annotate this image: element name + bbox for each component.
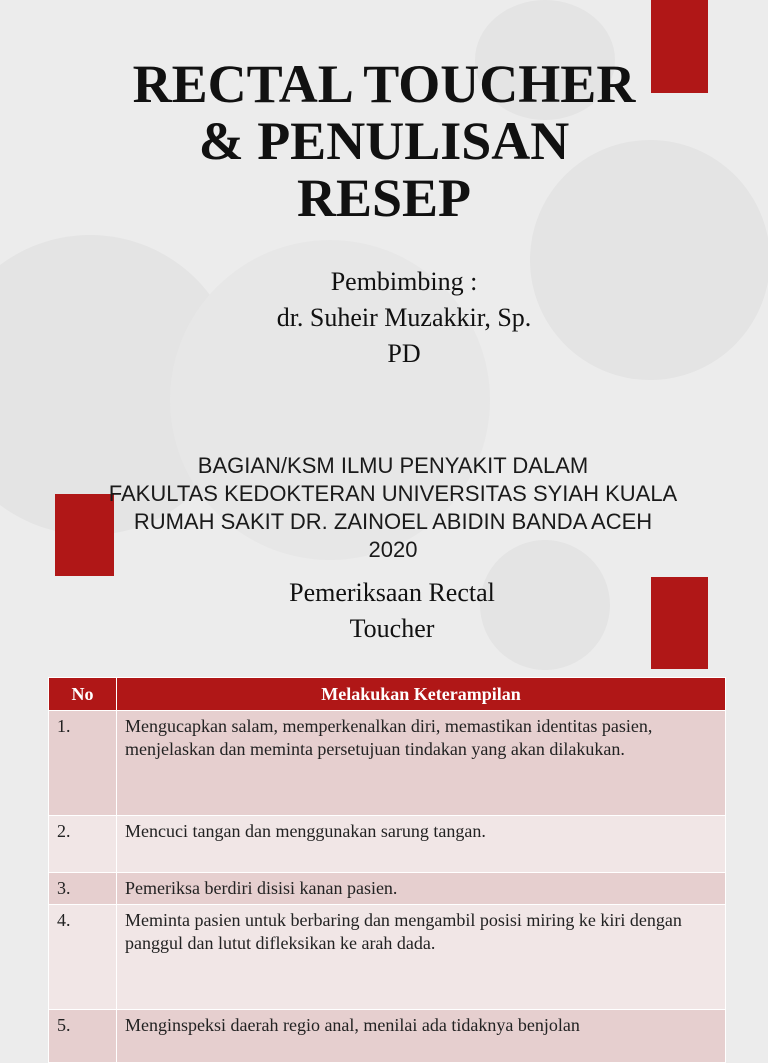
institution-block [0, 452, 768, 564]
table-row [49, 711, 726, 816]
section-title [0, 575, 768, 647]
supervisor-label: Pembimbing : [330, 267, 478, 296]
row-number: 4. [49, 905, 117, 1010]
row-number: 1. [49, 711, 117, 816]
table-row [49, 1010, 726, 1063]
table-header-row [49, 678, 726, 711]
faculty-line: FAKULTAS KEDOKTERAN UNIVERSITAS SYIAH KUALA [108, 481, 678, 506]
section-title-line: Pemeriksaan Rectal [289, 578, 495, 607]
column-header-skill: Melakukan Keterampilan [117, 678, 726, 711]
table-row [49, 816, 726, 873]
slide-title [0, 56, 768, 227]
row-number: 2. [49, 816, 117, 873]
row-text: Pemeriksa berdiri disisi kanan pasien. [117, 873, 726, 905]
skills-table [48, 677, 726, 1063]
table-row [49, 873, 726, 905]
section-title-line: Toucher [349, 614, 435, 643]
row-text: Meminta pasien untuk berbaring dan mengambil posisi miring ke kiri dengan panggul dan lutut difleksikan ke arah dada. [117, 905, 726, 1010]
row-text: Menginspeksi daerah regio anal, menilai ada tidaknya benjolan [117, 1010, 726, 1063]
slide-title-line: RECTAL TOUCHER [132, 54, 636, 114]
slide-title-line: RESEP [296, 168, 472, 228]
supervisor-name-suffix: PD [387, 339, 421, 368]
hospital-line: RUMAH SAKIT DR. ZAINOEL ABIDIN BANDA ACEH [133, 509, 653, 534]
row-text: Mengucapkan salam, memperkenalkan diri, memastikan identitas pasien, menjelaskan dan meminta persetujuan tindakan yang akan dilakukan. [117, 711, 726, 816]
year-line: 2020 [368, 537, 418, 562]
table-row [49, 905, 726, 1010]
supervisor-name: dr. Suheir Muzakkir, Sp. [276, 303, 532, 332]
row-number: 3. [49, 873, 117, 905]
column-header-no: No [49, 678, 117, 711]
slide-title-line: & PENULISAN [198, 111, 570, 171]
row-text: Mencuci tangan dan menggunakan sarung tangan. [117, 816, 726, 873]
row-number: 5. [49, 1010, 117, 1063]
supervisor-block [0, 264, 768, 372]
department-line: BAGIAN/KSM ILMU PENYAKIT DALAM [197, 453, 589, 478]
